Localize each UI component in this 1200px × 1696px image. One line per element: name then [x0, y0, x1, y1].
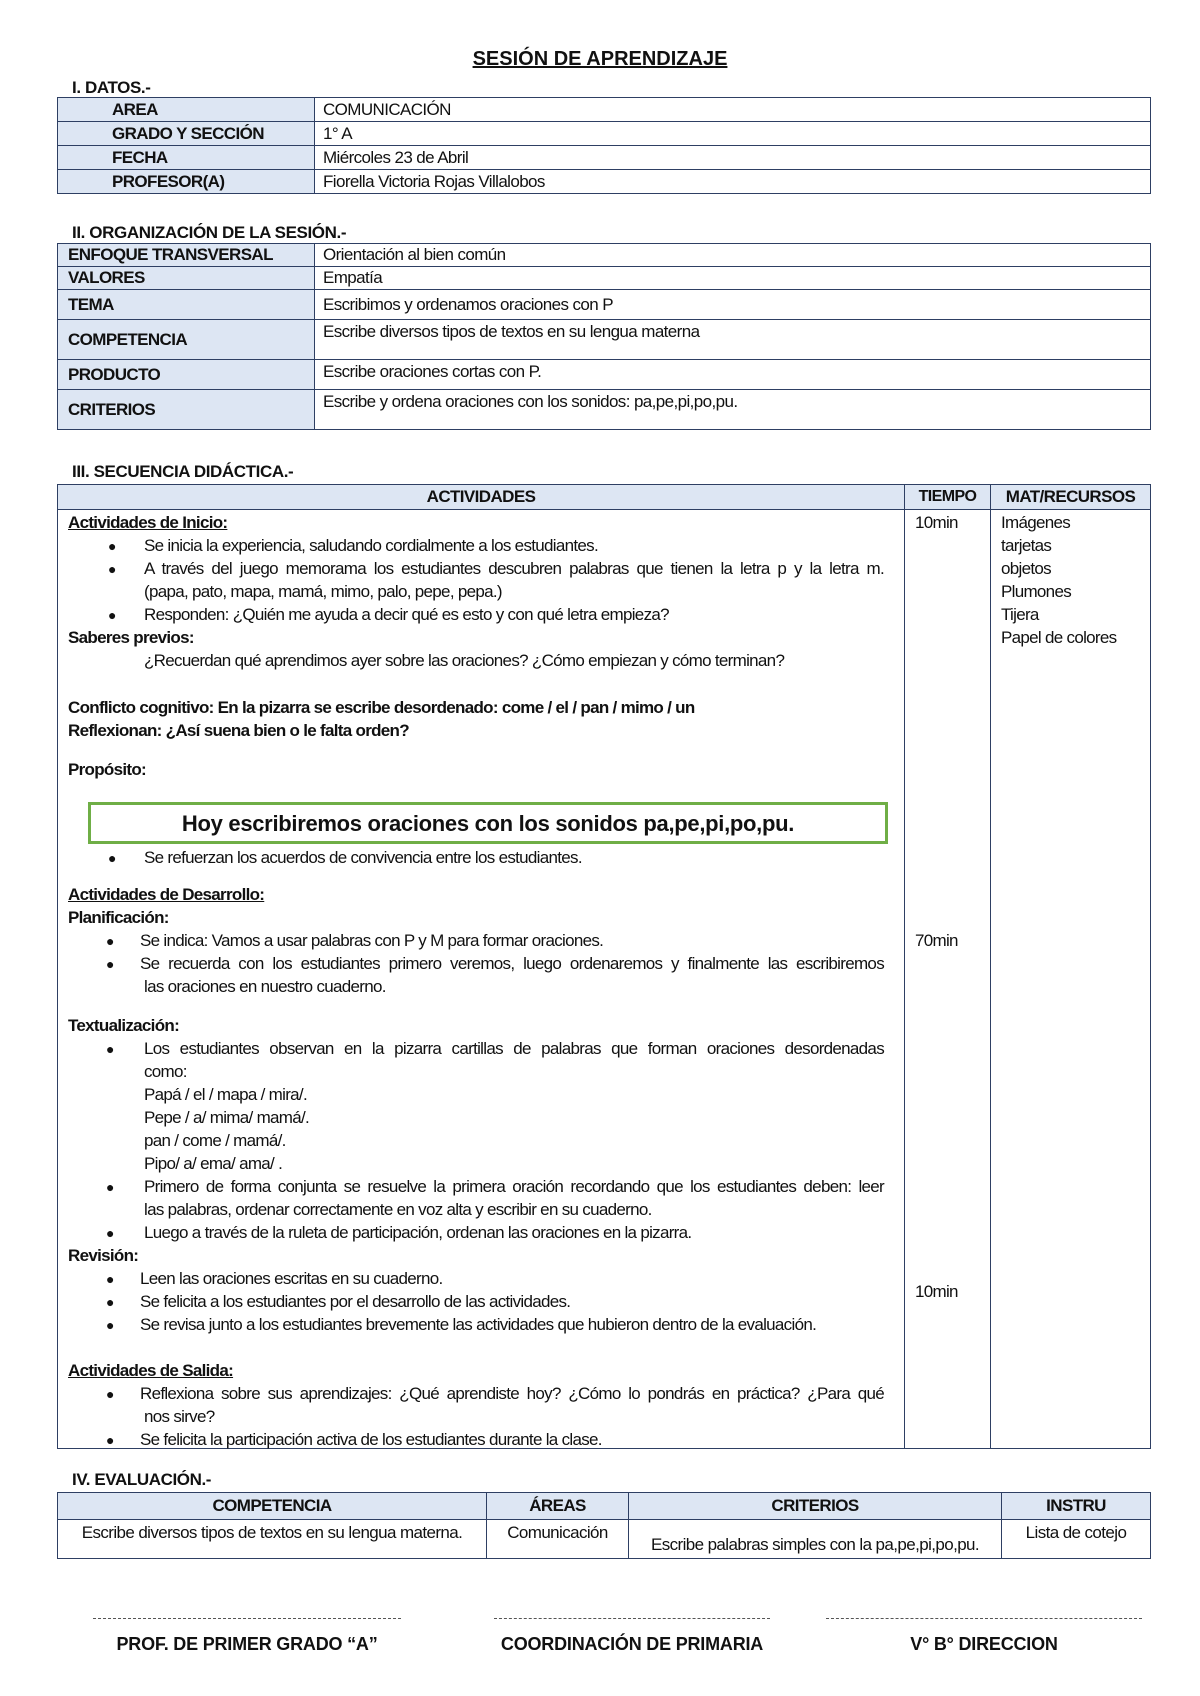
textualizacion-bullet-2: Primero de forma conjunta se resuelve la primera oración recordando que los estudiantes deben: leer — [144, 1177, 884, 1196]
bullet-icon: ● — [106, 1179, 115, 1195]
tiempo-cell — [905, 510, 991, 1449]
org-value: Escribe y ordena oraciones con los sonidos: pa,pe,pi,po,pu. — [315, 390, 1151, 430]
datos-value: Miércoles 23 de Abril — [315, 146, 1151, 170]
example-sentence: Pipo/ a/ ema/ ama/ . — [144, 1154, 283, 1173]
header-instru: INSTRU — [1002, 1493, 1151, 1520]
datos-label: GRADO Y SECCIÓN — [58, 122, 315, 146]
signature-profesor: PROF. DE PRIMER GRADO “A” — [116, 1634, 378, 1654]
bullet-icon: ● — [108, 607, 117, 623]
org-label: PRODUCTO — [58, 360, 315, 390]
datos-value: COMUNICACIÓN — [315, 98, 1151, 122]
table-row — [58, 290, 1151, 320]
table-row — [58, 122, 1151, 146]
tiempo-desarrollo: 70min — [915, 931, 958, 950]
saberes-text: ¿Recuerdan qué aprendimos ayer sobre las oraciones? ¿Cómo empiezan y cómo terminan? — [144, 651, 785, 670]
table-header-row — [58, 485, 1151, 510]
planificacion-title: Planificación: — [68, 908, 169, 927]
inicio-bullet-4: Se refuerzan los acuerdos de convivencia entre los estudiantes. — [144, 848, 582, 867]
bullet-icon: ● — [106, 1271, 115, 1287]
header-criterios: CRITERIOS — [629, 1493, 1002, 1520]
header-areas: ÁREAS — [487, 1493, 629, 1520]
section-secuencia-heading: III. SECUENCIA DIDÁCTICA.- — [72, 462, 294, 481]
recurso-item: Plumones — [1001, 582, 1071, 601]
datos-table — [57, 97, 1151, 194]
datos-label: AREA — [58, 98, 315, 122]
textualizacion-bullet-1-cont: como: — [144, 1062, 187, 1081]
eval-criterios: Escribe palabras simples con la pa,pe,pi,po,pu. — [629, 1520, 1002, 1559]
revision-bullet-1: Leen las oraciones escritas en su cuaderno. — [140, 1269, 443, 1288]
inicio-bullet-3: Responden: ¿Quién me ayuda a decir qué es esto y con qué letra empieza? — [144, 605, 669, 624]
textualizacion-bullet-3: Luego a través de la ruleta de participación, ordenan las oraciones en la pizarra. — [144, 1223, 692, 1242]
inicio-bullet-2-cont: (papa, pato, mapa, mamá, mimo, palo, pepe, pepa.) — [144, 582, 502, 601]
eval-areas: Comunicación — [487, 1520, 629, 1559]
organizacion-table — [57, 243, 1151, 430]
recursos-cell — [991, 510, 1151, 1449]
bullet-icon: ● — [106, 1041, 115, 1057]
tiempo-salida: 10min — [915, 1282, 958, 1301]
planificacion-bullet-2-cont: las oraciones en nuestro cuaderno. — [144, 977, 386, 996]
desarrollo-title: Actividades de Desarrollo: — [68, 885, 265, 904]
section-evaluacion-heading: IV. EVALUACIÓN.- — [72, 1470, 212, 1489]
signature-line — [826, 1618, 1142, 1619]
example-sentence: Pepe / a/ mima/ mamá/. — [144, 1108, 310, 1127]
table-row — [58, 98, 1151, 122]
signature-line — [494, 1618, 770, 1619]
inicio-bullet-1: Se inicia la experiencia, saludando cordialmente a los estudiantes. — [144, 536, 598, 555]
revision-title: Revisión: — [68, 1246, 139, 1265]
section-datos-heading: I. DATOS.- — [72, 78, 151, 97]
eval-instru: Lista de cotejo — [1002, 1520, 1151, 1559]
salida-bullet-1: Reflexiona sobre sus aprendizajes: ¿Qué aprendiste hoy? ¿Cómo lo pondrás en práctica? ¿Para qué — [140, 1384, 884, 1403]
revision-bullet-3: Se revisa junto a los estudiantes brevemente las actividades que hubieron dentro de la evaluación. — [140, 1315, 817, 1334]
salida-bullet-1-cont: nos sirve? — [144, 1407, 215, 1426]
bullet-icon: ● — [106, 1294, 115, 1310]
table-row — [58, 170, 1151, 194]
salida-title: Actividades de Salida: — [68, 1361, 234, 1380]
header-tiempo: TIEMPO — [905, 485, 991, 510]
revision-bullet-2: Se felicita a los estudiantes por el desarrollo de las actividades. — [140, 1292, 571, 1311]
section-organizacion-heading: II. ORGANIZACIÓN DE LA SESIÓN.- — [72, 223, 347, 242]
header-recursos: MAT/RECURSOS — [991, 485, 1151, 510]
org-label: VALORES — [58, 267, 315, 290]
textualizacion-bullet-2-cont: las palabras, ordenar correctamente en voz alta y escribir en su cuaderno. — [144, 1200, 652, 1219]
actividades-cell — [58, 510, 905, 1449]
bullet-icon: ● — [108, 538, 117, 554]
signature-coordinacion: COORDINACIÓN DE PRIMARIA — [500, 1634, 764, 1654]
recurso-item: Imágenes — [1001, 513, 1071, 532]
proposito-box: Hoy escribiremos oraciones con los sonidos pa,pe,pi,po,pu. — [88, 802, 888, 844]
recurso-item: Papel de colores — [1001, 628, 1117, 647]
secuencia-table — [57, 484, 1151, 1449]
bullet-icon: ● — [108, 561, 117, 577]
inicio-bullet-2: A través del juego memorama los estudiantes descubren palabras que tienen la letra p y la letra m. — [144, 559, 884, 578]
datos-label: PROFESOR(A) — [58, 170, 315, 194]
recurso-item: objetos — [1001, 559, 1051, 578]
textualizacion-title: Textualización: — [68, 1016, 180, 1035]
evaluacion-table — [57, 1492, 1151, 1559]
table-row — [58, 360, 1151, 390]
example-sentence: pan / come / mamá/. — [144, 1131, 286, 1150]
salida-bullet-2: Se felicita la participación activa de los estudiantes durante la clase. — [140, 1430, 602, 1449]
org-label: COMPETENCIA — [58, 320, 315, 360]
bullet-icon: ● — [106, 1317, 115, 1333]
signature-direccion: V° B° DIRECCION — [910, 1634, 1058, 1654]
header-actividades: ACTIVIDADES — [58, 485, 905, 510]
org-value: Escribe diversos tipos de textos en su lengua materna — [315, 320, 1151, 360]
example-sentence: Papá / el / mapa / mira/. — [144, 1085, 307, 1104]
textualizacion-bullet-1: Los estudiantes observan en la pizarra cartillas de palabras que forman oraciones desordenadas — [144, 1039, 884, 1058]
planificacion-bullet-1: Se indica: Vamos a usar palabras con P y M para formar oraciones. — [140, 931, 604, 950]
table-row — [58, 146, 1151, 170]
table-row — [58, 244, 1151, 267]
eval-competencia: Escribe diversos tipos de textos en su lengua materna. — [58, 1520, 487, 1559]
bullet-icon: ● — [106, 956, 115, 972]
tiempo-inicio: 10min — [915, 513, 958, 532]
table-header-row — [58, 1493, 1151, 1520]
reflexionan-text: Reflexionan: ¿Así suena bien o le falta orden? — [68, 721, 409, 740]
bullet-icon: ● — [106, 1432, 115, 1448]
table-row — [58, 267, 1151, 290]
org-value: Empatía — [315, 267, 1151, 290]
table-row — [58, 320, 1151, 360]
table-row — [58, 390, 1151, 430]
table-row — [58, 510, 1151, 1449]
org-label: TEMA — [58, 290, 315, 320]
proposito-title: Propósito: — [68, 760, 146, 779]
conflicto-text: Conflicto cognitivo: En la pizarra se escribe desordenado: come / el / pan / mimo / un — [68, 698, 695, 717]
datos-value: Fiorella Victoria Rojas Villalobos — [315, 170, 1151, 194]
bullet-icon: ● — [106, 1225, 115, 1241]
bullet-icon: ● — [108, 850, 117, 866]
datos-value: 1° A — [315, 122, 1151, 146]
header-competencia: COMPETENCIA — [58, 1493, 487, 1520]
datos-label: FECHA — [58, 146, 315, 170]
org-label: CRITERIOS — [58, 390, 315, 430]
recurso-item: tarjetas — [1001, 536, 1052, 555]
bullet-icon: ● — [106, 933, 115, 949]
table-row — [58, 1520, 1151, 1559]
org-value: Escribe oraciones cortas con P. — [315, 360, 1151, 390]
org-value: Orientación al bien común — [315, 244, 1151, 267]
org-label: ENFOQUE TRANSVERSAL — [58, 244, 315, 267]
saberes-title: Saberes previos: — [68, 628, 194, 647]
signature-line — [93, 1618, 401, 1619]
inicio-title: Actividades de Inicio: — [68, 513, 228, 532]
org-value: Escribimos y ordenamos oraciones con P — [315, 290, 1151, 320]
planificacion-bullet-2: Se recuerda con los estudiantes primero veremos, luego ordenaremos y finalmente las escribiremos — [140, 954, 884, 973]
bullet-icon: ● — [106, 1386, 115, 1402]
page-title: SESIÓN DE APRENDIZAJE — [472, 48, 728, 70]
recurso-item: Tijera — [1001, 605, 1039, 624]
